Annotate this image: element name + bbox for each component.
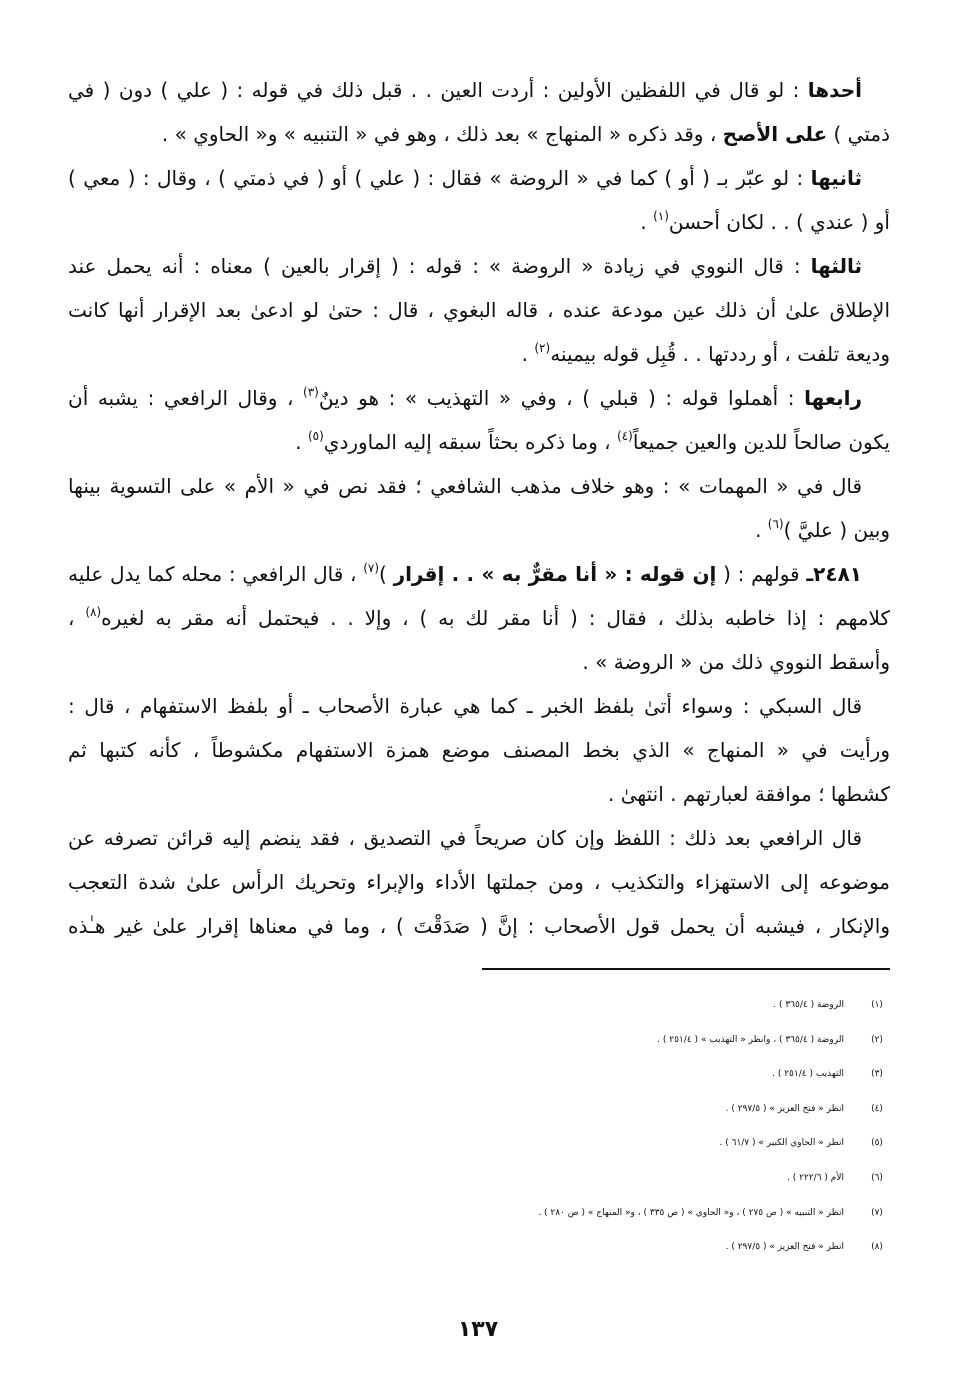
footnote-text: الروضة ( ٣٦٥/٤ ) ، وانظر « التهذيب » ( ٢٥١/٤ ) . [657,1034,844,1045]
bold-text-run: أحدها [807,78,862,102]
text-run: الإطلاق علىٰ أن ذلك عين مودعة عنده ، قاله البغوي ، قال : حتىٰ لو ادعىٰ بعد الإقرار أنها كانت [68,298,890,322]
text-line [68,464,890,508]
footnote [68,1092,890,1127]
bold-text-run: رابعها [804,386,862,410]
footnote [68,1230,890,1265]
text-run: . [295,430,308,454]
text-run: وديعة تلفت ، أو رددتها . . قُبِل قوله بيمينه [550,342,890,366]
text-line [68,156,890,200]
footnote [68,988,890,1023]
bold-text-run: ثانيها [810,166,862,190]
footnote-number: (٥) [871,1138,883,1149]
footnote-text: الأم ( ٢٢٢/٦ ) . [787,1172,844,1183]
text-line [68,376,890,420]
text-run: والإنكار ، فيشبه أن يحمل قول الأصحاب : إنَّ ( صَدَقْتَ ) ، وما في معناها إقرار علىٰ غير هـٰذه [68,914,890,938]
footnote-text: الروضة ( ٣٦٥/٤ ) . [773,1000,844,1010]
footnote-reference: (١) [653,209,669,223]
footnote-reference: (٣) [303,385,319,399]
text-run: ، وقال الرافعي : يشبه أن [68,386,304,410]
text-run: قال في « المهمات » : وهو خلاف مذهب الشافعي ؛ فقد نص في « الأم » على التسوية بينها [68,474,862,498]
footnote [68,1023,890,1058]
text-run: ورأيت في « المنهاج » الذي بخط المصنف موضع همزة الاستفهام مكشوطاً ، كأنه كتبها ثم [68,738,890,762]
footnote-text: التهذيب ( ٢٥١/٤ ) . [772,1069,844,1080]
bold-text-run: ٢٤٨١ـ [806,562,862,586]
footnote-number: (٧) [871,1207,883,1218]
footnote-text: انظر « فتح العزيز » ( ٢٩٧/٥ ) . [725,1103,844,1114]
footnotes [68,988,890,1265]
paragraph [68,552,890,684]
footnote [68,1196,890,1231]
text-line [68,904,890,948]
footnote-reference: (٢) [534,341,551,355]
text-run: يكون صالحاً للدين والعين جميعاً [632,430,890,454]
text-run: موضوعه إلى الاستهزاء والتكذيب ، ومن جملتها الأداء والإبراء وتحريك الرأس علىٰ شدة التعجب [68,870,890,894]
text-line [68,684,890,728]
text-line [68,860,890,904]
text-run: . [521,342,535,366]
main-text [68,68,890,948]
footnote-number: (٣) [871,1069,883,1080]
paragraph [68,68,890,156]
footnote-text: انظر « الحاوي الكبير » ( ٦١/٧ ) . [719,1138,844,1149]
text-run: . [755,518,768,542]
text-run: : لو قال في اللفظين الأولين : أردت العين . . قبل ذلك في قوله : ( علي ) دون ( في [68,78,808,102]
footnote [68,1161,890,1196]
text-line [68,68,890,112]
bold-text-run: على الأصح [722,122,828,146]
text-line [68,772,890,816]
paragraph [68,464,890,552]
text-run: : أهملوا قوله : ( قبلي ) ، وفي « التهذيب » : هو دينٌ [318,386,805,410]
text-run: قولهم : ( [716,562,807,586]
footnote-number: (١) [871,1000,883,1010]
paragraph [68,156,890,244]
paragraph [68,684,890,816]
footnote-text: انظر « فتح العزيز » ( ٢٩٧/٥ ) . [725,1242,844,1253]
text-run: : قال النووي في زيادة « الروضة » : قوله : ( إقرار بالعين ) معناه : أنه يحمل عند [68,254,811,278]
text-run: ، وما ذكره بحثاً سبقه إليه الماوردي [323,430,617,454]
text-run: كلامهم : إذا خاطبه بذلك ، فقال : ( أنا مقر لك به ) ، وإلا . . فيحتمل أنه مقر به لغيره [101,606,891,630]
text-run: قال الرافعي بعد ذلك : اللفظ وإن كان صريحاً في التصديق ، فقد ينضم إليه قرائن تصرفه عن [68,826,862,850]
paragraph [68,816,890,948]
text-line [68,552,890,596]
text-line [68,332,890,376]
footnote-text: انظر « التنبيه » ( ص ٢٧٥ ) ، و« الحاوي » ( ص ٣٣٥ ) ، و« المنهاج » ( ص ٢٨٠ ) . [538,1207,844,1218]
text-run: كشطها ؛ موافقة لعبارتهم . انتهىٰ . [608,782,890,806]
page-number: ١٣٧ [457,1317,499,1342]
text-run: قال السبكي : وسواء أتىٰ بلفظ الخبر ـ كما هي عبارة الأصحاب ـ أو بلفظ الاستفهام ، قال : [68,694,862,718]
footnote-number: (٤) [871,1103,883,1114]
text-run: ذمتي ) [827,122,890,146]
text-run: أو ( عندي ) . . لكان أحسن [668,210,890,234]
footnote-separator [482,968,890,970]
text-run: وبين ( عليَّ ) [783,518,890,542]
text-run: . [640,210,654,234]
text-line [68,420,890,464]
bold-text-run: ثالثها [810,254,862,278]
bold-text-run: إن قوله : « أنا مقرٌّ به » . . إقرار [393,562,717,586]
text-run: ، [68,606,86,630]
text-run: ، قال الرافعي : محله كما يدل عليه [68,562,364,586]
footnote-reference: (٦) [767,517,784,531]
text-line [68,640,890,684]
text-run: ، وقد ذكره « المنهاج » بعد ذلك ، وهو في « التنبيه » و« الحاوي » . [161,122,723,146]
text-line [68,508,890,552]
footnote [68,1057,890,1092]
text-line [68,288,890,332]
text-run: : لو عبّر بـ ( أو ) كما في « الروضة » فقال : ( علي ) أو ( في ذمتي ) ، وقال : ( معي ) [68,166,811,190]
text-run: وأسقط النووي ذلك من « الروضة » . [582,650,890,674]
text-line [68,728,890,772]
footnote-reference: (٤) [617,429,633,443]
text-run: ) [379,562,394,586]
footnote-reference: (٨) [85,605,102,619]
text-line [68,596,890,640]
text-line [68,112,890,156]
footnote-number: (٢) [871,1034,883,1045]
footnote-number: (٦) [871,1172,883,1183]
text-line [68,244,890,288]
paragraph [68,244,890,376]
text-line [68,816,890,860]
footnote-reference: (٧) [363,561,380,575]
paragraph [68,376,890,464]
text-line [68,200,890,244]
footnote-reference: (٥) [307,429,324,443]
footnote-number: (٨) [871,1242,883,1253]
footnote [68,1126,890,1161]
